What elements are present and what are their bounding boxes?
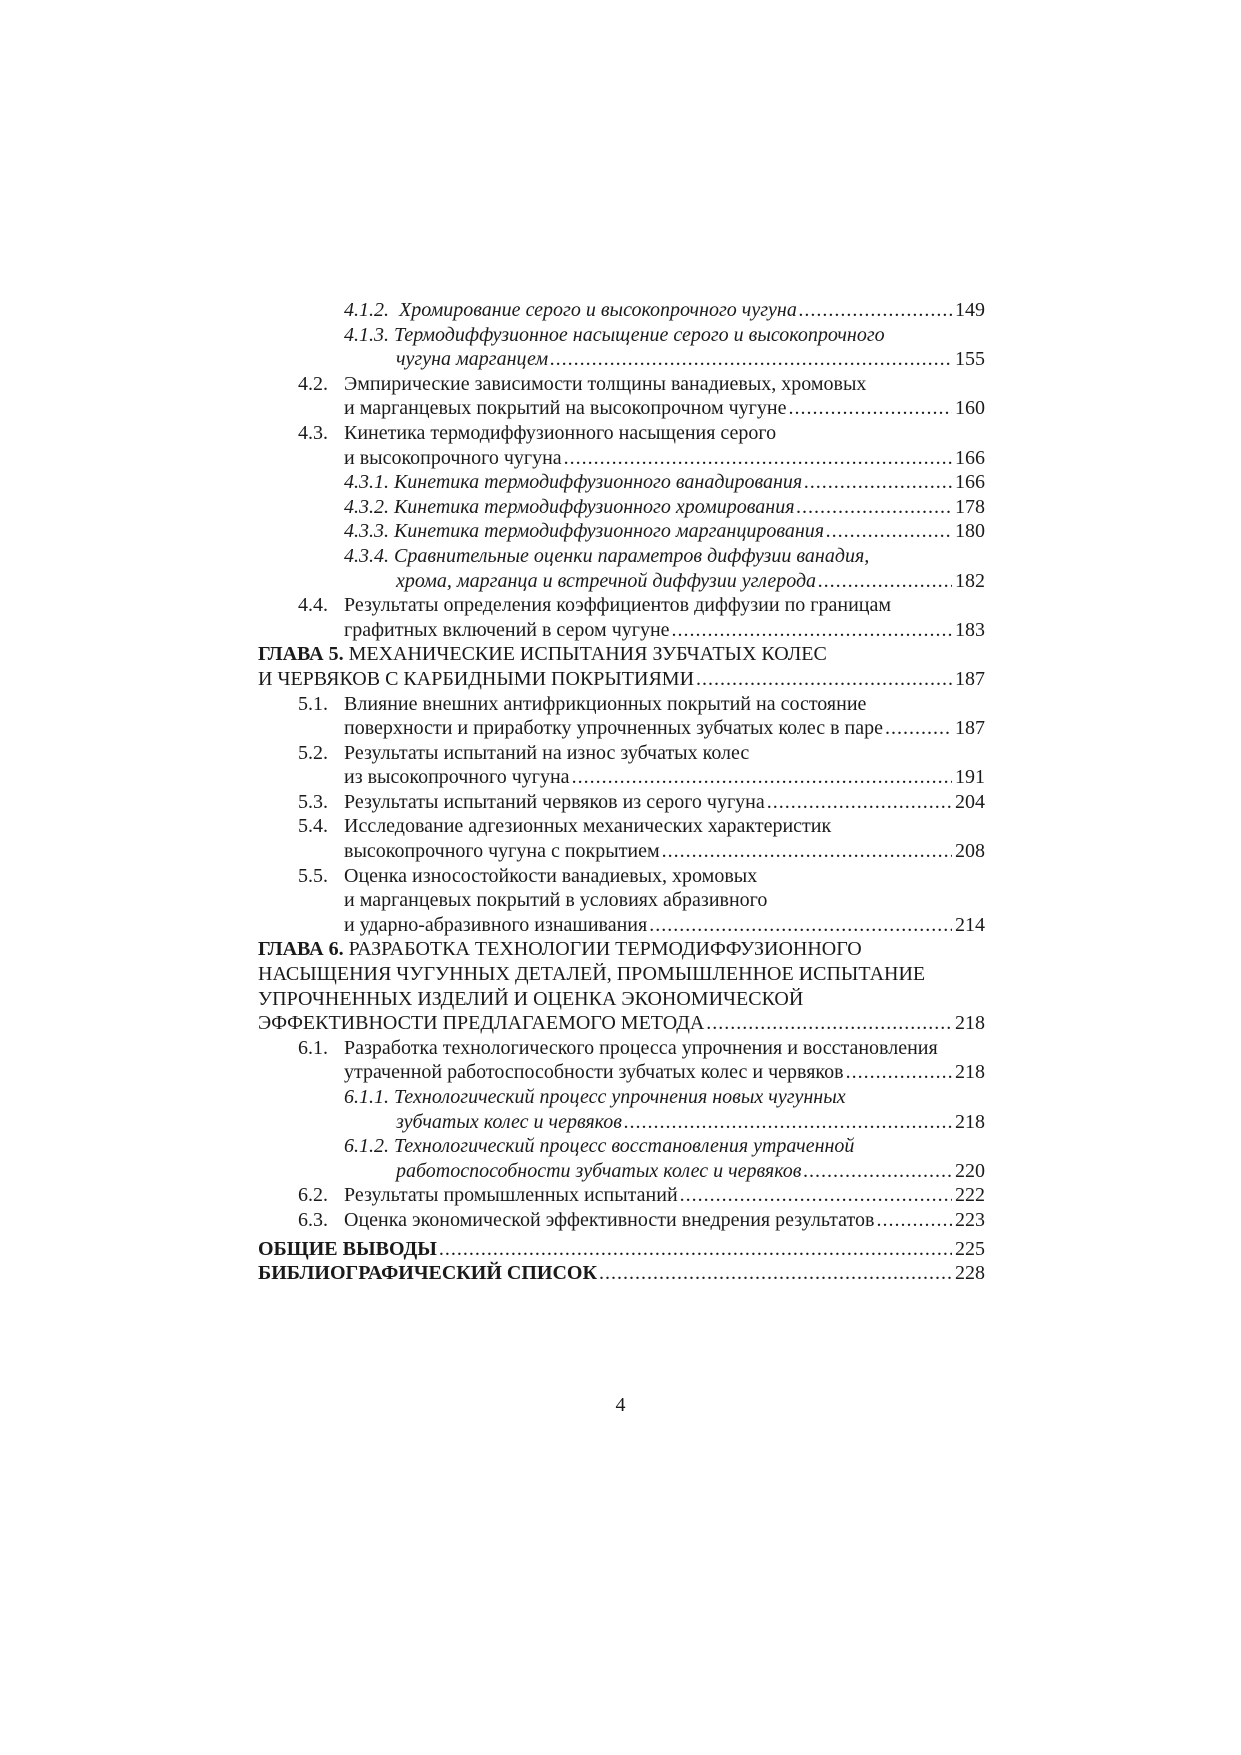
dot-leader [876,1208,952,1233]
toc-title-line: утраченной работоспособности зубчатых колес и червяков [344,1061,844,1084]
toc-number: 4.3.1. [344,471,389,494]
toc-page: 149 [955,299,985,321]
dot-leader [550,347,952,372]
toc-entry-4-3-4[interactable] [258,544,985,593]
toc-entry-4-2[interactable] [258,372,985,421]
dot-leader [797,495,953,520]
toc-title-line: Технологический процесс восстановления утраченной [394,1135,855,1158]
toc-title-line: Термодиффузионное насыщение серого и высокопрочного [394,323,885,346]
toc-chapter-6[interactable] [258,937,985,1035]
dot-leader [788,396,952,421]
toc-title-line: Влияние внешних антифрикционных покрытий на состояние [344,692,867,715]
toc-title-line: Оценка экономической эффективности внедрения результатов [344,1208,875,1231]
toc-entry-6-2[interactable] [258,1183,985,1208]
toc-number: 5.2. [298,741,328,764]
toc-title-line: работоспособности зубчатых колес и червяков [396,1159,802,1182]
toc-title-line: Разработка технологического процесса упрочнения и восстановления [344,1036,938,1059]
toc-page: 183 [955,618,985,641]
toc-page: 166 [955,446,985,469]
toc-title-line: поверхности и приработку упрочненных зубчатых колес в паре [344,717,883,740]
chapter-label: ГЛАВА 6. [258,938,344,961]
toc-title-line: НАСЫЩЕНИЯ ЧУГУННЫХ ДЕТАЛЕЙ, ПРОМЫШЛЕННОЕ ИСПЫТАНИЕ [258,963,926,986]
toc-title-line: МЕХАНИЧЕСКИЕ ИСПЫТАНИЯ ЗУБЧАТЫХ КОЛЕС [348,643,827,666]
toc-title-line: хрома, марганца и встречной диффузии углерода [396,569,817,592]
toc-title-line: Результаты определения коэффициентов диффузии по границам [344,594,892,617]
dot-leader [672,618,952,643]
toc-page: 160 [955,397,985,420]
toc-page: 187 [955,667,985,690]
toc-entry-4-4[interactable] [258,593,985,642]
toc-page: 218 [955,1110,985,1133]
toc-title-line: РАЗРАБОТКА ТЕХНОЛОГИИ ТЕРМОДИФФУЗИОННОГО [348,938,862,961]
dot-leader [818,569,952,594]
toc-entry-5-4[interactable] [258,814,985,863]
toc-entry-5-3[interactable] [258,790,985,815]
toc-number: 5.3. [298,790,328,813]
toc-number: 4.2. [298,372,328,395]
toc-page: 218 [955,1061,985,1084]
toc-title-line: Кинетика термодиффузионного марганцирования [394,520,825,543]
table-of-contents [258,298,985,1286]
toc-title-line: и высокопрочного чугуна [344,446,562,469]
toc-title-line: Кинетика термодиффузионного ванадирования [394,471,803,494]
toc-page: 180 [955,520,985,543]
toc-title-line: БИБЛИОГРАФИЧЕСКИЙ СПИСОК [258,1262,597,1285]
toc-page: 187 [955,717,985,740]
toc-entry-4-1-2[interactable] [258,298,985,323]
dot-leader [572,765,952,790]
toc-title-line: Оценка износостойкости ванадиевых, хромовых [344,864,758,887]
toc-number: 6.1.1. [344,1086,389,1108]
toc-title-line: и марганцевых покрытий в условиях абразивного [344,889,768,912]
toc-title-line: высокопрочного чугуна с покрытием [344,840,660,863]
toc-title-line: Исследование адгезионных механических характеристик [344,815,832,838]
dot-leader [885,716,952,741]
toc-entry-5-2[interactable] [258,741,985,790]
toc-page: 166 [955,471,985,494]
toc-number: 4.3.4. [344,544,389,567]
toc-title-line: Результаты испытаний червяков из серого чугуна [344,790,765,813]
dot-leader [649,913,952,938]
toc-title-line: Кинетика термодиффузионного хромирования [394,495,795,518]
toc-number: 6.3. [298,1208,328,1231]
chapter-label: ГЛАВА 5. [258,643,344,666]
toc-entry-conclusions[interactable] [258,1237,985,1262]
toc-title-line: ЭФФЕКТИВНОСТИ ПРЕДЛАГАЕМОГО МЕТОДА [258,1012,705,1035]
toc-entry-5-1[interactable] [258,692,985,741]
dot-leader [696,667,952,692]
toc-title-line: Кинетика термодиффузионного насыщения серого [344,421,777,444]
toc-page: 208 [955,840,985,863]
toc-number: 4.3.3. [344,520,389,543]
toc-number: 5.1. [298,692,328,715]
toc-title-line: Сравнительные оценки параметров диффузии ванадия, [394,544,870,567]
toc-number: 6.2. [298,1184,328,1207]
toc-entry-5-5[interactable] [258,864,985,938]
toc-entry-4-3-2[interactable] [258,495,985,520]
toc-title-line: зубчатых колес и червяков [396,1110,622,1133]
dot-leader [706,1011,952,1036]
toc-title-line: Хромирование серого и высокопрочного чугуна [399,299,797,321]
toc-number: 5.4. [298,815,328,838]
toc-number: 4.3.2. [344,495,389,518]
toc-title-line: ОБЩИЕ ВЫВОДЫ [258,1237,437,1260]
toc-entry-4-3-1[interactable] [258,470,985,495]
toc-page: 178 [955,495,985,518]
dot-leader [439,1237,952,1262]
toc-number: 4.3. [298,421,328,444]
toc-page: 182 [955,569,985,592]
dot-leader [804,1159,953,1184]
toc-entry-6-3[interactable] [258,1208,985,1233]
toc-page: 218 [955,1012,985,1035]
toc-chapter-5[interactable] [258,642,985,691]
toc-entry-4-1-3[interactable] [258,323,985,372]
toc-title-line: из высокопрочного чугуна [344,766,570,789]
toc-number: 4.4. [298,594,328,617]
toc-entry-6-1-2[interactable] [258,1134,985,1183]
toc-title-line: и ударно-абразивного изнашивания [344,913,648,936]
toc-page: 191 [955,766,985,789]
dot-leader [624,1110,952,1135]
toc-number: 4.1.2. [344,299,389,321]
toc-title-line: УПРОЧНЕННЫХ ИЗДЕЛИЙ И ОЦЕНКА ЭКОНОМИЧЕСКОЙ [258,987,804,1010]
toc-page: 204 [955,790,985,813]
toc-title-line: Результаты промышленных испытаний [344,1184,678,1207]
toc-title-line: Результаты испытаний на износ зубчатых колес [344,741,750,764]
toc-title-line: Технологический процесс упрочнения новых чугунных [394,1086,846,1108]
toc-title-line: графитных включений в сером чугуне [344,618,670,641]
toc-entry-6-1-1[interactable] [258,1085,985,1134]
dot-leader [564,446,952,471]
toc-page: 223 [955,1208,985,1231]
toc-number: 6.1. [298,1036,328,1059]
dot-leader [599,1261,952,1286]
toc-number: 4.1.3. [344,323,389,346]
toc-entry-6-1[interactable] [258,1036,985,1085]
toc-page: 220 [955,1159,985,1182]
toc-page: 155 [955,348,985,371]
toc-number: 6.1.2. [344,1135,389,1158]
toc-title-line: чугуна марганцем [396,348,549,371]
toc-page: 228 [955,1262,985,1285]
toc-entry-4-3[interactable] [258,421,985,470]
toc-page: 214 [955,913,985,936]
dot-leader [804,470,952,495]
toc-entry-4-3-3[interactable] [258,519,985,544]
page-number: 4 [615,1394,626,1416]
toc-page: 225 [955,1237,985,1260]
dot-leader [826,519,952,544]
dot-leader [680,1183,952,1208]
toc-number: 5.5. [298,864,328,887]
toc-title-line: и марганцевых покрытий на высокопрочном чугуне [344,397,787,420]
dot-leader [662,839,952,864]
toc-title-line: Эмпирические зависимости толщины ванадиевых, хромовых [344,372,867,395]
toc-title-line: И ЧЕРВЯКОВ С КАРБИДНЫМИ ПОКРЫТИЯМИ [258,667,695,690]
dot-leader [767,790,952,815]
dot-leader [846,1060,952,1085]
toc-page: 222 [955,1184,985,1207]
dot-leader [799,298,952,323]
toc-entry-bibliography[interactable] [258,1261,985,1286]
